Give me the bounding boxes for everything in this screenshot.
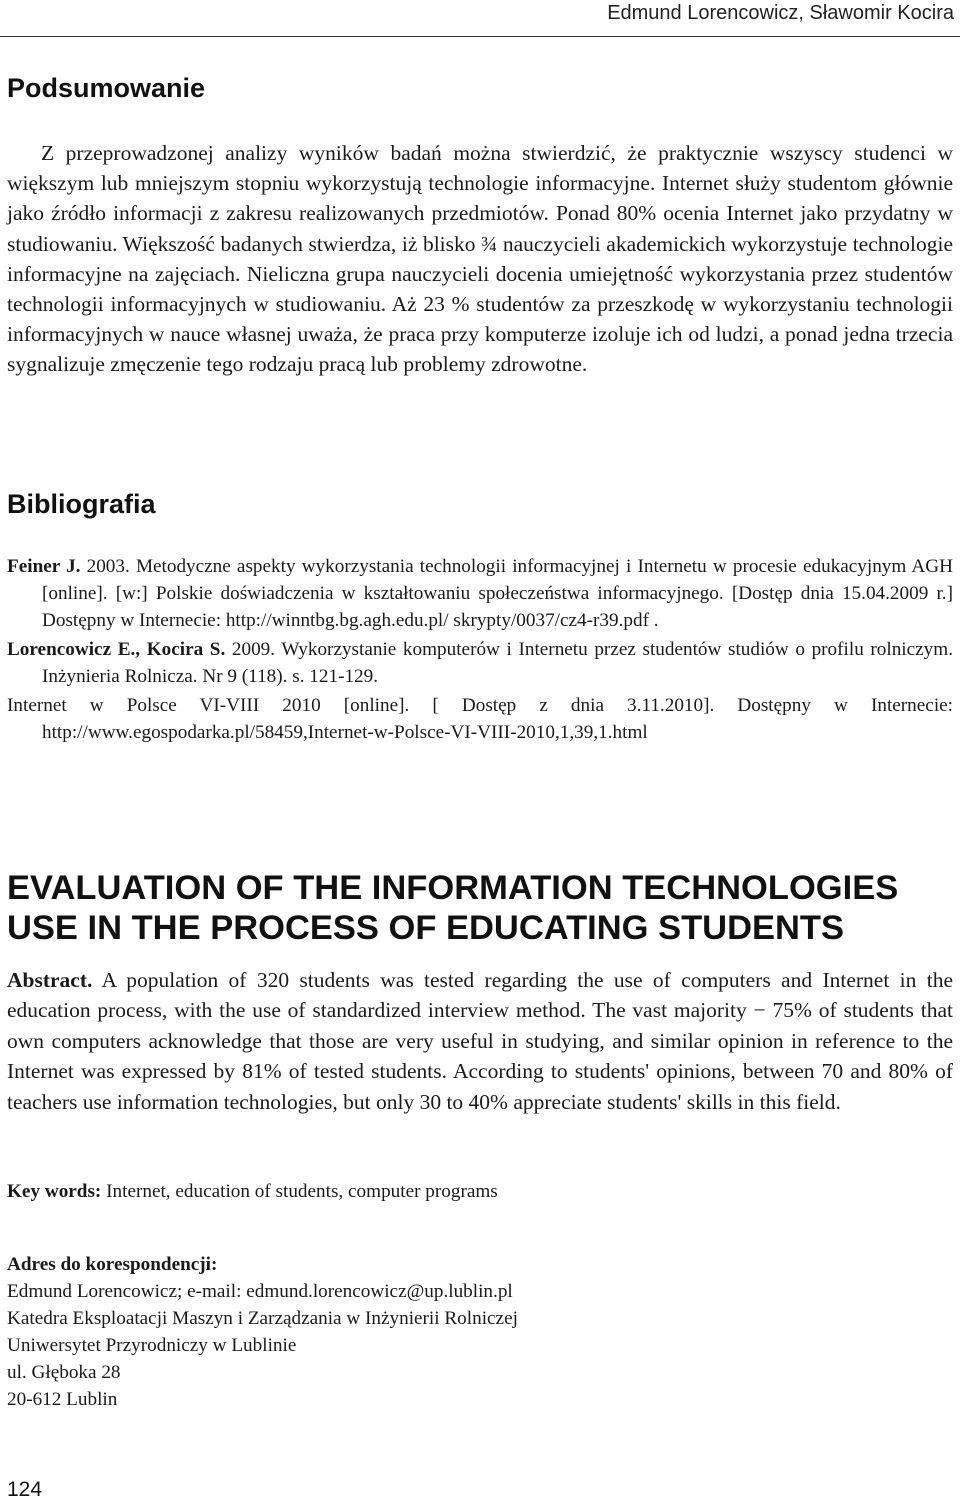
keywords-label: Key words: (7, 1181, 102, 1202)
bibliography-entry (7, 553, 953, 634)
address-line: Uniwersytet Przyrodniczy w Lublinie (7, 1335, 297, 1356)
summary-heading: Podsumowanie (7, 73, 206, 103)
bib-entry-authors: Lorencowicz E., Kocira S. (7, 639, 226, 660)
bib-entry-text: Internet w Polsce VI-VIII 2010 [online]. [ Dostęp z dnia 3.11.2010]. Dostępny w Internecie: http://www.egospodarka.pl/58459,Internet-w-Polsce-VI-VIII-2010,1,39,1.html (7, 695, 953, 743)
bib-entry-authors: Feiner J. (7, 556, 81, 577)
correspondence-label: Adres do korespondencji: (7, 1254, 218, 1275)
english-title: EVALUATION OF THE INFORMATION TECHNOLOGIES USE IN THE PROCESS OF EDUCATING STUDENTS (7, 869, 899, 947)
address-line: Katedra Eksploatacji Maszyn i Zarządzania w Inżynierii Rolniczej (7, 1308, 518, 1329)
keywords-text: Internet, education of students, computer programs (101, 1181, 498, 1202)
address-line: 20-612 Lublin (7, 1389, 118, 1410)
keywords (7, 1179, 953, 1205)
correspondence-address (7, 1251, 953, 1413)
bibliography-entry (7, 692, 953, 746)
header-rule (0, 36, 960, 37)
bib-entry-text: 2009. Wykorzystanie komputerów i Internetu przez studentów studiów o profilu rolniczym. Inżynieria Rolnicza. Nr 9 (118). s. 121-129. (42, 639, 953, 687)
summary-paragraph: Z przeprowadzonej analizy wyników badań można stwierdzić, że praktycznie wszyscy studenci w większym lub mniejszym stopniu wykorzystują technologie informacyjne. Internet służy studentom głównie jako źródło informacji z zakresu realizowanych przedmiotów. Ponad 80% ocenia Internet jako przydatny w studiowaniu. Większość badanych stwierdza, iż blisko ¾ nauczycieli akademickich wykorzystuje technologie informacyjne na zajęciach. Nieliczna grupa nauczycieli docenia umiejętność wykorzystania przez studentów technologii informacyjnych w studiowaniu. Aż 23 % studentów za przeszkodę w wykorzystaniu technologii informacyjnych w nauce własnej uważa, że praca przy komputerze izoluje ich od ludzi, a ponad jedna trzecia sygnalizuje zmęczenie tego rodzaju pracą lub problemy zdrowotne. (7, 141, 953, 377)
abstract (7, 965, 953, 1117)
bib-entry-text: 2003. Metodyczne aspekty wykorzystania technologii informacyjnej i Internetu w procesie edukacyjnym AGH [online]. [w:] Polskie doświadczenia w kształtowaniu społeczeństwa informacyjnego. [Dostęp dnia 15.04.2009 r.] Dostępny w Internecie: http://winntbg.bg.agh.edu.pl/ skrypty/0037/cz4-r39.pdf . (42, 556, 953, 631)
running-header: Edmund Lorencowicz, Sławomir Kocira (607, 2, 954, 24)
abstract-label: Abstract. (7, 968, 93, 992)
summary-section (7, 138, 953, 380)
page-number: 124 (7, 1478, 43, 1501)
address-line: Edmund Lorencowicz; e-mail: edmund.lorencowicz@up.lublin.pl (7, 1281, 513, 1302)
bibliography-heading: Bibliografia (7, 489, 156, 519)
address-line: ul. Głęboka 28 (7, 1362, 121, 1383)
bibliography-list (7, 553, 953, 748)
abstract-text: A population of 320 students was tested regarding the use of computers and Internet in the education process, with the use of standardized interview method. The vast majority − 75% of students that own computers acknowledge that those are very useful in studying, and similar opinion in reference to the Internet was expressed by 81% of tested students. According to students' opinions, between 70 and 80% of teachers use information technologies, but only 30 to 40% appreciate students' skills in this field. (7, 968, 953, 1114)
bibliography-entry (7, 636, 953, 690)
